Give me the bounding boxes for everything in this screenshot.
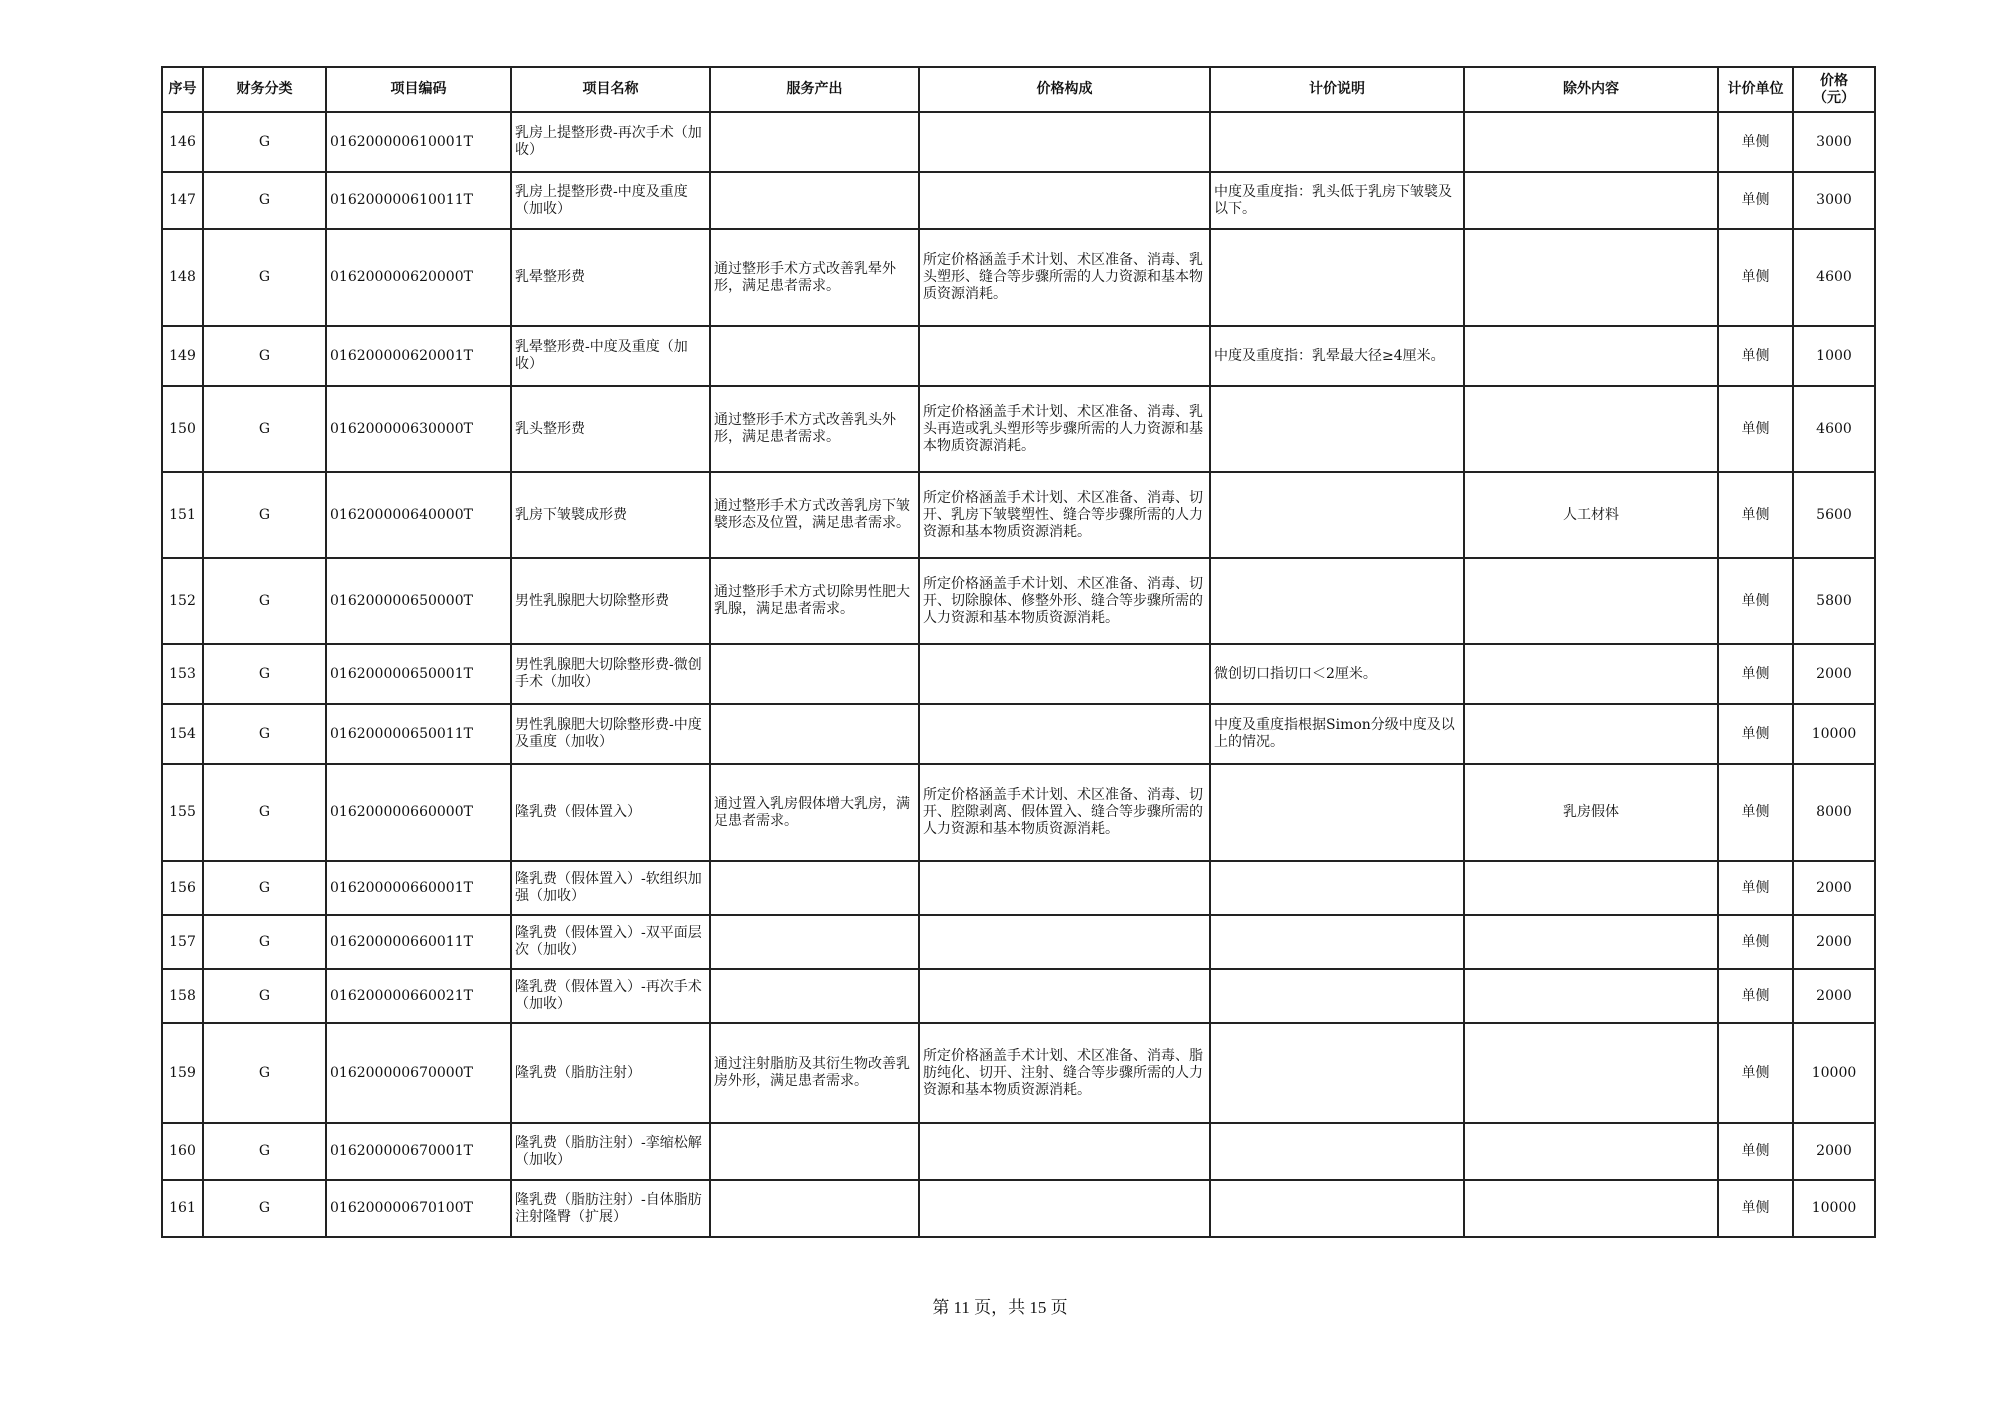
row-code: 016200000620001T — [326, 326, 511, 386]
row-category: G — [203, 472, 326, 558]
row-no: 147 — [162, 172, 203, 229]
row-unit: 单侧 — [1718, 172, 1793, 229]
table-row — [162, 386, 1875, 472]
row-unit: 单侧 — [1718, 764, 1793, 861]
row-category: G — [203, 386, 326, 472]
row-exclusion — [1464, 1180, 1718, 1237]
row-note — [1210, 1180, 1464, 1237]
row-no: 160 — [162, 1123, 203, 1180]
row-code: 016200000650011T — [326, 704, 511, 764]
row-code: 016200000670000T — [326, 1023, 511, 1123]
row-category: G — [203, 1023, 326, 1123]
table-row — [162, 172, 1875, 229]
row-price: 4600 — [1793, 386, 1875, 472]
row-code: 016200000660000T — [326, 764, 511, 861]
row-output — [710, 644, 919, 704]
row-name: 乳房上提整形费-中度及重度（加收） — [511, 172, 710, 229]
row-output — [710, 969, 919, 1023]
row-price: 5600 — [1793, 472, 1875, 558]
table-row — [162, 644, 1875, 704]
row-code: 016200000620000T — [326, 229, 511, 326]
row-exclusion: 乳房假体 — [1464, 764, 1718, 861]
row-category: G — [203, 1123, 326, 1180]
row-output: 通过置入乳房假体增大乳房，满足患者需求。 — [710, 764, 919, 861]
row-no: 153 — [162, 644, 203, 704]
row-note: 中度及重度指：乳头低于乳房下皱襞及以下。 — [1210, 172, 1464, 229]
table-row — [162, 112, 1875, 172]
row-unit: 单侧 — [1718, 386, 1793, 472]
row-no: 150 — [162, 386, 203, 472]
row-composition: 所定价格涵盖手术计划、术区准备、消毒、乳头塑形、缝合等步骤所需的人力资源和基本物质资源消耗。 — [919, 229, 1210, 326]
row-composition — [919, 861, 1210, 915]
table-row — [162, 704, 1875, 764]
row-unit: 单侧 — [1718, 1123, 1793, 1180]
row-category: G — [203, 558, 326, 644]
row-output: 通过整形手术方式改善乳晕外形，满足患者需求。 — [710, 229, 919, 326]
header-code: 项目编码 — [326, 67, 511, 112]
row-note: 中度及重度指：乳晕最大径≥4厘米。 — [1210, 326, 1464, 386]
header-output: 服务产出 — [710, 67, 919, 112]
table-row — [162, 969, 1875, 1023]
row-price: 3000 — [1793, 172, 1875, 229]
page-footer: 第 11 页，共 15 页 — [932, 1298, 1068, 1317]
row-name: 男性乳腺肥大切除整形费-微创手术（加收） — [511, 644, 710, 704]
row-note — [1210, 764, 1464, 861]
row-composition: 所定价格涵盖手术计划、术区准备、消毒、乳头再造或乳头塑形等步骤所需的人力资源和基本物质资源消耗。 — [919, 386, 1210, 472]
row-composition — [919, 915, 1210, 969]
row-note — [1210, 386, 1464, 472]
header-name: 项目名称 — [511, 67, 710, 112]
row-note — [1210, 915, 1464, 969]
row-no: 149 — [162, 326, 203, 386]
row-name: 隆乳费（脂肪注射）-自体脂肪注射隆臀（扩展） — [511, 1180, 710, 1237]
row-exclusion — [1464, 1023, 1718, 1123]
row-price: 3000 — [1793, 112, 1875, 172]
row-price: 2000 — [1793, 861, 1875, 915]
row-note — [1210, 1023, 1464, 1123]
row-exclusion — [1464, 969, 1718, 1023]
row-code: 016200000660011T — [326, 915, 511, 969]
row-unit: 单侧 — [1718, 1180, 1793, 1237]
row-no: 146 — [162, 112, 203, 172]
row-composition: 所定价格涵盖手术计划、术区准备、消毒、切开、腔隙剥离、假体置入、缝合等步骤所需的人力资源和基本物质资源消耗。 — [919, 764, 1210, 861]
row-output — [710, 915, 919, 969]
row-output — [710, 326, 919, 386]
row-category: G — [203, 172, 326, 229]
row-composition: 所定价格涵盖手术计划、术区准备、消毒、切开、切除腺体、修整外形、缝合等步骤所需的人力资源和基本物质资源消耗。 — [919, 558, 1210, 644]
header-no: 序号 — [162, 67, 203, 112]
row-output — [710, 1180, 919, 1237]
row-output — [710, 704, 919, 764]
table-row — [162, 472, 1875, 558]
row-composition — [919, 172, 1210, 229]
row-note: 微创切口指切口＜2厘米。 — [1210, 644, 1464, 704]
table-row — [162, 1180, 1875, 1237]
row-note — [1210, 861, 1464, 915]
header-note: 计价说明 — [1210, 67, 1464, 112]
row-no: 154 — [162, 704, 203, 764]
row-no: 156 — [162, 861, 203, 915]
row-name: 乳头整形费 — [511, 386, 710, 472]
row-no: 161 — [162, 1180, 203, 1237]
row-category: G — [203, 969, 326, 1023]
row-category: G — [203, 229, 326, 326]
row-category: G — [203, 644, 326, 704]
row-output: 通过整形手术方式改善乳房下皱襞形态及位置，满足患者需求。 — [710, 472, 919, 558]
header-category: 财务分类 — [203, 67, 326, 112]
row-unit: 单侧 — [1718, 558, 1793, 644]
row-price: 2000 — [1793, 644, 1875, 704]
row-name: 隆乳费（脂肪注射） — [511, 1023, 710, 1123]
row-output: 通过注射脂肪及其衍生物改善乳房外形，满足患者需求。 — [710, 1023, 919, 1123]
row-category: G — [203, 112, 326, 172]
row-code: 016200000610011T — [326, 172, 511, 229]
row-exclusion — [1464, 1123, 1718, 1180]
row-output: 通过整形手术方式改善乳头外形，满足患者需求。 — [710, 386, 919, 472]
row-name: 隆乳费（假体置入）-双平面层次（加收） — [511, 915, 710, 969]
row-unit: 单侧 — [1718, 472, 1793, 558]
row-unit: 单侧 — [1718, 326, 1793, 386]
row-name: 乳晕整形费-中度及重度（加收） — [511, 326, 710, 386]
row-price: 5800 — [1793, 558, 1875, 644]
row-name: 隆乳费（脂肪注射）-挛缩松解（加收） — [511, 1123, 710, 1180]
table-row — [162, 326, 1875, 386]
row-composition: 所定价格涵盖手术计划、术区准备、消毒、切开、乳房下皱襞塑性、缝合等步骤所需的人力资源和基本物质资源消耗。 — [919, 472, 1210, 558]
row-exclusion — [1464, 326, 1718, 386]
row-composition: 所定价格涵盖手术计划、术区准备、消毒、脂肪纯化、切开、注射、缝合等步骤所需的人力资源和基本物质资源消耗。 — [919, 1023, 1210, 1123]
row-no: 159 — [162, 1023, 203, 1123]
row-exclusion — [1464, 386, 1718, 472]
row-output: 通过整形手术方式切除男性肥大乳腺，满足患者需求。 — [710, 558, 919, 644]
row-price: 10000 — [1793, 1023, 1875, 1123]
row-no: 148 — [162, 229, 203, 326]
header-unit: 计价单位 — [1718, 67, 1793, 112]
row-name: 乳房下皱襞成形费 — [511, 472, 710, 558]
table-row — [162, 229, 1875, 326]
row-output — [710, 1123, 919, 1180]
row-composition — [919, 969, 1210, 1023]
row-price: 2000 — [1793, 915, 1875, 969]
row-note — [1210, 229, 1464, 326]
row-note — [1210, 969, 1464, 1023]
row-unit: 单侧 — [1718, 229, 1793, 326]
row-no: 157 — [162, 915, 203, 969]
row-name: 男性乳腺肥大切除整形费 — [511, 558, 710, 644]
row-output — [710, 861, 919, 915]
row-price: 10000 — [1793, 704, 1875, 764]
row-code: 016200000670001T — [326, 1123, 511, 1180]
row-name: 男性乳腺肥大切除整形费-中度及重度（加收） — [511, 704, 710, 764]
row-code: 016200000660001T — [326, 861, 511, 915]
row-category: G — [203, 704, 326, 764]
row-category: G — [203, 764, 326, 861]
row-price: 10000 — [1793, 1180, 1875, 1237]
row-no: 151 — [162, 472, 203, 558]
row-code: 016200000640000T — [326, 472, 511, 558]
row-composition — [919, 1123, 1210, 1180]
table-row — [162, 764, 1875, 861]
row-exclusion — [1464, 644, 1718, 704]
header-composition: 价格构成 — [919, 67, 1210, 112]
table-header-row — [162, 67, 1875, 112]
row-exclusion — [1464, 704, 1718, 764]
row-note — [1210, 472, 1464, 558]
header-exclusion: 除外内容 — [1464, 67, 1718, 112]
row-price: 2000 — [1793, 1123, 1875, 1180]
row-composition — [919, 112, 1210, 172]
row-unit: 单侧 — [1718, 969, 1793, 1023]
row-exclusion — [1464, 861, 1718, 915]
row-unit: 单侧 — [1718, 861, 1793, 915]
row-no: 155 — [162, 764, 203, 861]
price-table — [161, 66, 1876, 1238]
row-name: 乳房上提整形费-再次手术（加收） — [511, 112, 710, 172]
row-composition — [919, 326, 1210, 386]
row-exclusion — [1464, 558, 1718, 644]
row-note: 中度及重度指根据Simon分级中度及以上的情况。 — [1210, 704, 1464, 764]
row-category: G — [203, 861, 326, 915]
table-row — [162, 915, 1875, 969]
row-code: 016200000660021T — [326, 969, 511, 1023]
row-composition — [919, 1180, 1210, 1237]
row-exclusion: 人工材料 — [1464, 472, 1718, 558]
row-unit: 单侧 — [1718, 704, 1793, 764]
row-price: 8000 — [1793, 764, 1875, 861]
row-exclusion — [1464, 229, 1718, 326]
row-unit: 单侧 — [1718, 915, 1793, 969]
row-exclusion — [1464, 112, 1718, 172]
row-price: 1000 — [1793, 326, 1875, 386]
table-row — [162, 1023, 1875, 1123]
row-code: 016200000650001T — [326, 644, 511, 704]
row-exclusion — [1464, 172, 1718, 229]
row-composition — [919, 704, 1210, 764]
row-note — [1210, 558, 1464, 644]
row-unit: 单侧 — [1718, 644, 1793, 704]
row-category: G — [203, 915, 326, 969]
row-note — [1210, 112, 1464, 172]
table-row — [162, 558, 1875, 644]
row-no: 152 — [162, 558, 203, 644]
row-name: 隆乳费（假体置入）-再次手术（加收） — [511, 969, 710, 1023]
row-category: G — [203, 326, 326, 386]
row-name: 隆乳费（假体置入） — [511, 764, 710, 861]
row-price: 2000 — [1793, 969, 1875, 1023]
row-output — [710, 172, 919, 229]
row-output — [710, 112, 919, 172]
row-price: 4600 — [1793, 229, 1875, 326]
row-code: 016200000650000T — [326, 558, 511, 644]
row-category: G — [203, 1180, 326, 1237]
row-unit: 单侧 — [1718, 112, 1793, 172]
row-no: 158 — [162, 969, 203, 1023]
row-name: 乳晕整形费 — [511, 229, 710, 326]
header-price: 价格（元） — [1793, 67, 1875, 112]
row-unit: 单侧 — [1718, 1023, 1793, 1123]
row-code: 016200000670100T — [326, 1180, 511, 1237]
table-row — [162, 861, 1875, 915]
row-exclusion — [1464, 915, 1718, 969]
row-note — [1210, 1123, 1464, 1180]
table-row — [162, 1123, 1875, 1180]
row-composition — [919, 644, 1210, 704]
row-code: 016200000610001T — [326, 112, 511, 172]
row-name: 隆乳费（假体置入）-软组织加强（加收） — [511, 861, 710, 915]
row-code: 016200000630000T — [326, 386, 511, 472]
